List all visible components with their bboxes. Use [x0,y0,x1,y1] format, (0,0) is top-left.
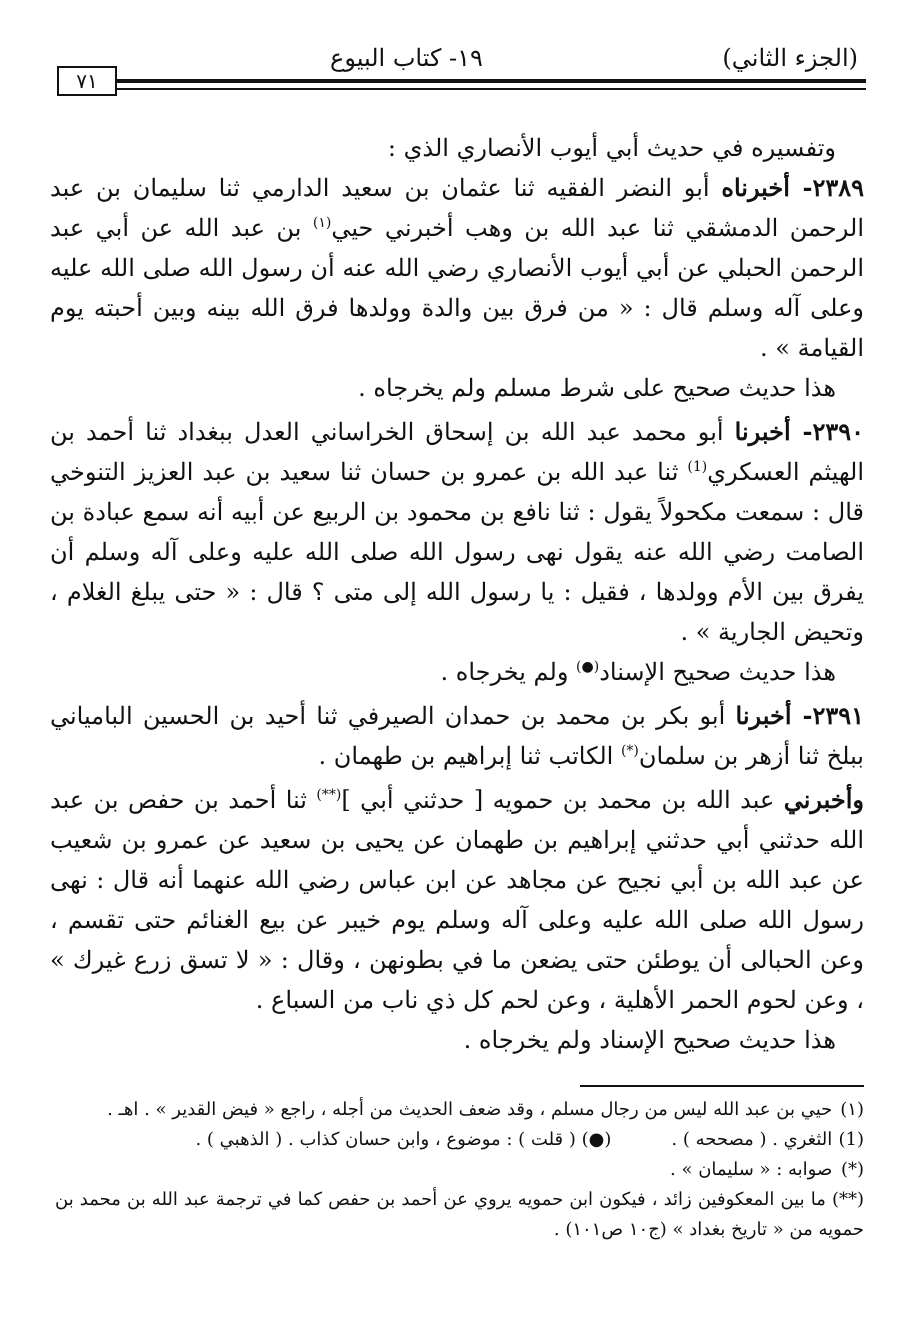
narration-keyword: - أخبرنا [734,417,813,446]
footnote [55,1125,864,1155]
footnote [55,1095,864,1125]
hadith-grade: هذا حديث صحيح على شرط مسلم ولم يخرجاه . [358,374,836,402]
header-rule-thin [117,88,866,90]
book-title-header: ١٩- كتاب البيوع [330,44,483,72]
hadith-text: ثنا أحمد بن حفص بن عبد الله حدثني أبي حدثني إبراهيم بن طهمان عن يحيى بن سعيد عن عمرو بن شعيب عن عبد الله بن أبي نجيح عن مجاهد عن ابن عباس رضي الله عنهما أنه قال : نهى رسول الله صلى الله عليه وعلى آله وسلم يوم خيبر عن بيع الغنائم حتى تقسم ، وعن الحبالى أن يوطئن حتى يضعن ما في بطونهن ، وقال : « لا تسق زرع غيرك » ، وعن لحوم الحمر الأهلية ، وعن لحم كل ذي ناب من السباع . [50,786,865,1014]
footnote [55,1185,864,1245]
intro-line: وتفسيره في حديث أبي أيوب الأنصاري الذي : [387,134,836,162]
hadith-grade: هذا حديث صحيح الإسناد ولم يخرجاه . [463,1026,836,1054]
main-text [50,128,864,1060]
footnote-ref: (*) [620,743,639,759]
volume-header: (الجزء الثاني) [722,44,858,72]
header-rule-thick [117,79,866,83]
footnote-label: (**) [831,1189,864,1210]
footnote-text: صوابه : « سليمان » . [670,1159,833,1180]
hadith-text: أبو بكر بن محمد بن حمدان الصيرفي ثنا أحيد بن الحسين البامياني ببلخ ثنا أزهر بن سلمان [50,702,864,770]
hadith-2391-second-chain [50,780,864,1020]
narration-keyword: وأخبرني [783,785,864,814]
hadith-number: ٢٣٩٠ [812,417,864,446]
hadith-text: عبد الله بن محمد بن حمويه [ حدثني أبي ] [341,786,784,814]
hadith-2389 [50,168,864,368]
footnote-ref: (**) [316,787,342,803]
hadith-text: أبو محمد عبد الله بن إسحاق الخراساني العدل ببغداد ثنا أحمد بن الهيثم العسكري [50,418,864,486]
footnote-ref: (١) [312,215,332,231]
narration-keyword: - أخبرناه [721,173,813,202]
hadith-grade [50,652,864,692]
grade-text: هذا حديث صحيح الإسناد [599,658,836,686]
grade-text: ولم يخرجاه . [440,658,577,686]
footnotes [55,1095,864,1245]
footnote-rule [580,1085,864,1087]
footnote-text: ( قلت ) : موضوع ، وابن حسان كذاب . ( الذهبي ) . [195,1129,576,1150]
footnote-label: (●) [581,1129,612,1150]
footnote [55,1155,864,1185]
footnote-label: (1) [838,1129,864,1150]
footnote-label: (*) [840,1159,864,1180]
footnote-text: ما بين المعكوفين زائد ، فيكون ابن حمويه يروي عن أحمد بن حفص كما في ترجمة عبد الله بن محمد بن حمويه من « تاريخ بغداد » (ج١٠ ص١٠١) . [55,1189,864,1240]
hadith-text: ثنا عبد الله بن عمرو بن حسان ثنا سعيد بن عبد العزيز التنوخي قال : سمعت مكحولاً يقول : ثنا نافع بن محمود بن الربيع عن أبيه أنه سمع عبادة بن الصامت رضي الله عنه يقول نهى رسول الله صلى الله عليه وعلى آله وسلم أن يفرق بين الأم وولدها ، فقيل : يا رسول الله إلى متى ؟ قال : « حتى يبلغ الغلام ، وتحيض الجارية » . [50,458,864,646]
hadith-text: أبو النضر الفقيه ثنا عثمان بن سعيد الدارمي ثنا سليمان بن عبد الرحمن الدمشقي ثنا عبد الله بن وهب أخبرني حيي [50,174,864,242]
footnote-ref: (●) [576,659,600,675]
hadith-number: ٢٣٩١ [812,701,865,730]
hadith-number: ٢٣٨٩ [812,173,864,202]
footnote-text: حيي بن عبد الله ليس من رجال مسلم ، وقد ضعف الحديث من أجله ، راجع « فيض القدير » . اهـ . [107,1099,833,1120]
hadith-2391 [50,696,864,776]
footnote-ref: (1) [687,459,708,475]
narration-keyword: - أخبرنا [735,701,813,730]
footnote-label: (١) [840,1099,864,1120]
hadith-text: الكاتب ثنا إبراهيم بن طهمان . [318,742,621,770]
hadith-2390 [50,412,864,652]
page-number: ٧١ [57,66,117,96]
footnote-text: الثغري . ( مصححه ) . [671,1129,833,1150]
hadith-text: بن عبد الله عن أبي عبد الرحمن الحبلي عن أبي أيوب الأنصاري رضي الله عنه أن رسول الله صلى الله عليه وعلى آله وسلم قال : « من فرق بين والدة وولدها فرق الله بينه وبين أحبته يوم القيامة » . [50,214,864,362]
